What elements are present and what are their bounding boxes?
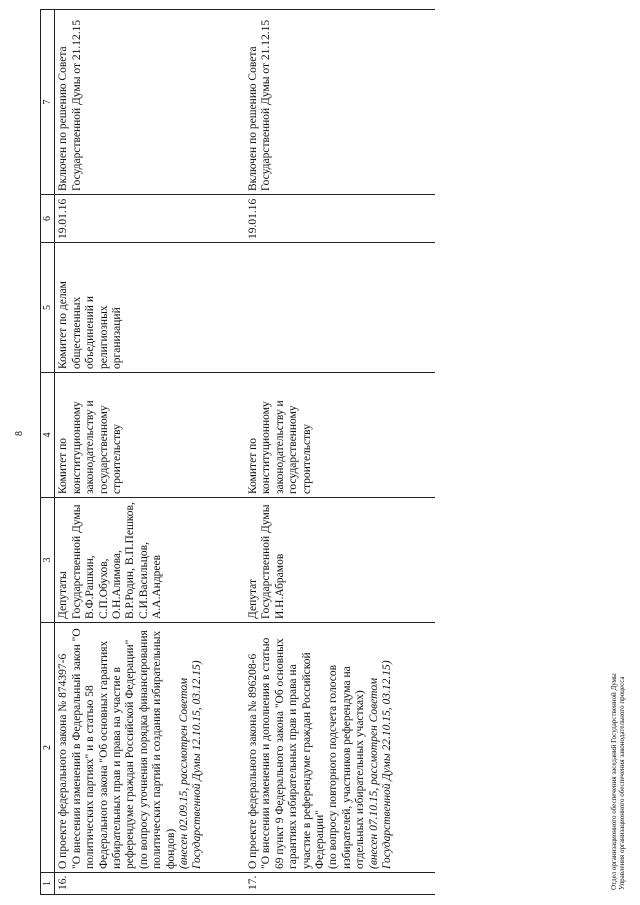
bill-description [55,623,245,873]
header-row [41,10,55,895]
footer [610,673,626,890]
bill-title: О проекте федерального закона № 874397-6 [57,653,70,869]
bill-text: "О внесении изменения и дополнения в статью 69 пункт 9 Федерального закона "Об основных гарантиях избирательных прав и права на участие в референдуме граждан Российской Федерации" [260,637,326,869]
bill-text: "О внесении изменений в Федеральный закон "О политических партиях" и в статью 58 Федерального закона "Об основных гарантиях избирательных прав и права на участие в референдуме граждан Российской Федерации" [70,628,137,869]
bill-note: (по вопросу повторного подсчета голосов избирателей, участников референдума на отдельных избирательных участках) [327,664,367,869]
header-col-3: 3 [41,498,55,623]
bill-status: (внесен 02.09.15, рассмотрен Советом Государственной Думы 12.10.15, 03.12.15) [178,660,204,869]
header-col-5: 5 [41,243,55,373]
bill-status: (внесен 07.10.15, рассмотрен Советом Государственной Думы 22.10.15, 03.12.15) [367,660,393,869]
bill-title: О проекте федерального закона № 896208-6 [246,653,259,869]
co-committee: Комитет по делам общественных объединений и религиозных организаций [55,243,245,373]
table-row [55,10,245,895]
header-col-4: 4 [41,373,55,498]
page-number: 8 [14,431,25,436]
review-date: 19.01.16 [245,195,435,243]
row-number: 17. [245,873,435,895]
bills-table [40,9,435,895]
bill-note: (по вопросу уточнения порядка финансирования политических партий и создания избирательных фондов) [137,630,177,869]
header-col-6: 6 [41,195,55,243]
footer-line-1: Отдел организационного обеспечения заседаний Государственной Думы [610,673,618,890]
header-col-2: 2 [41,623,55,873]
table-row [245,10,435,895]
header-col-7: 7 [41,10,55,195]
decision: Включен по решению Совета Государственной Думы от 21.12.15 [55,10,245,195]
review-date: 19.01.16 [55,195,245,243]
footer-line-2: Управления организационного обеспечения законодательного процесса [618,676,626,890]
co-committee [245,243,435,373]
responsible-committee: Комитет по конституционному законодательству и государственному строительству [245,373,435,498]
responsible-committee: Комитет по конституционному законодательству и государственному строительству [55,373,245,498]
header-col-1: 1 [41,873,55,895]
bill-authors: Депутаты Государственной Думы В.Ф.Рашкин, С.П.Обухов, О.Н.Алимова, В.Р.Родин, В.П.Пешков, С.И.Васильцов, А.А.Андреев [55,498,245,623]
decision: Включен по решению Совета Государственной Думы от 21.12.15 [245,10,435,195]
rotated-table-container [40,10,615,895]
bill-authors: Депутат Государственной Думы И.Н.Абрамов [245,498,435,623]
row-number: 16. [55,873,245,895]
bill-description [245,623,435,873]
